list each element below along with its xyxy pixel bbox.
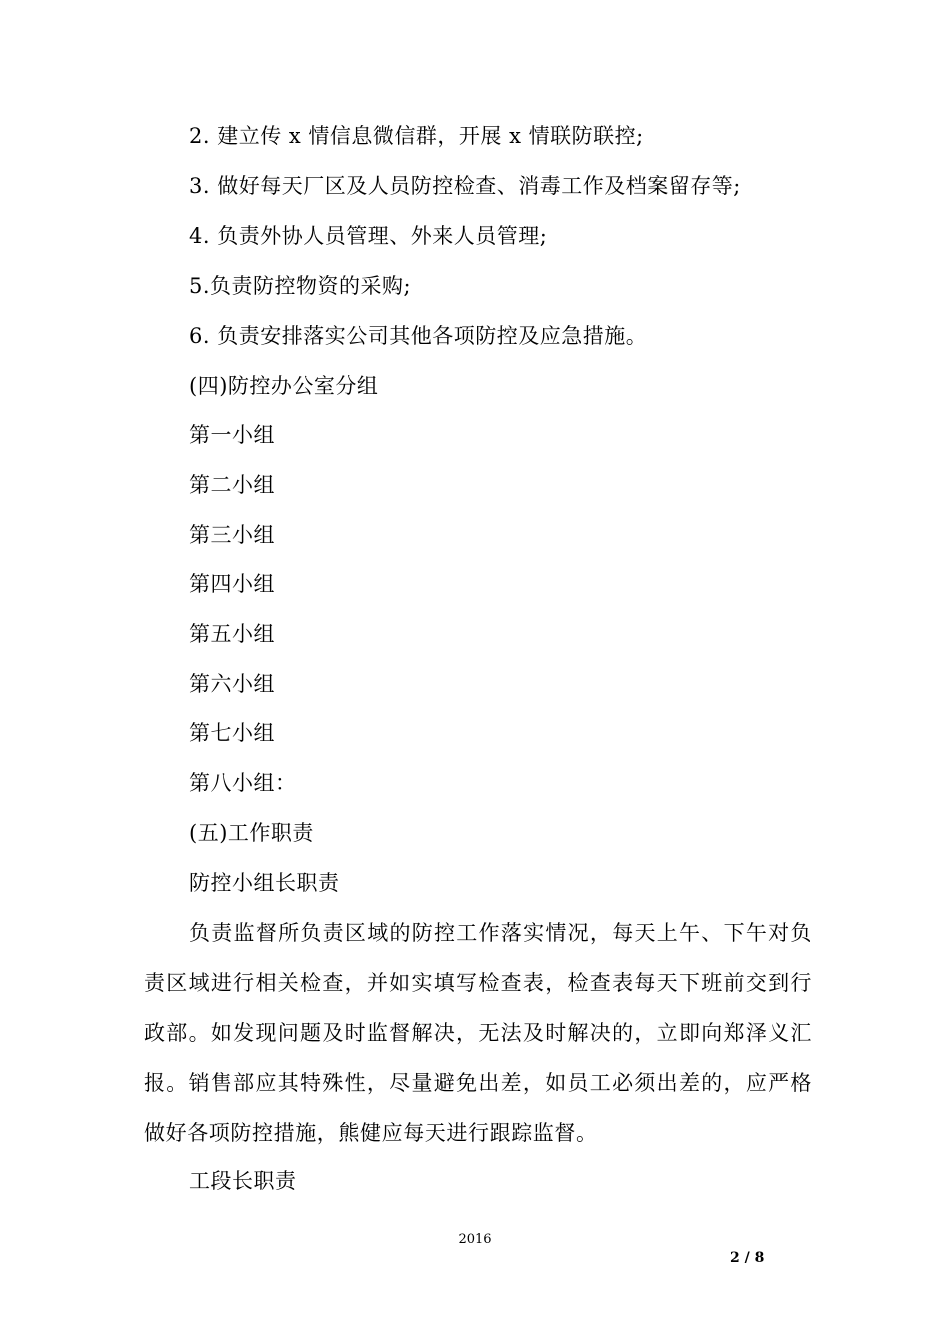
footer-year: 2016 xyxy=(458,1232,492,1247)
group-item-6: 第六小组 xyxy=(189,672,275,696)
list-item-2: 2. 建立传 x 情信息微信群，开展 x 情联防联控; xyxy=(189,124,644,148)
group-item-3: 第三小组 xyxy=(189,523,275,547)
group-item-7: 第七小组 xyxy=(189,721,275,745)
page-number: 2 / 8 xyxy=(730,1250,765,1266)
group-item-1: 第一小组 xyxy=(189,423,275,447)
list-item-6: 6. 负责安排落实公司其他各项防控及应急措施。 xyxy=(189,324,648,348)
group-item-8: 第八小组： xyxy=(189,771,297,795)
list-item-4: 4. 负责外协人员管理、外来人员管理; xyxy=(189,224,548,248)
list-item-3: 3. 做好每天厂区及人员防控检查、消毒工作及档案留存等; xyxy=(189,174,741,198)
section-heading-4: (四)防控办公室分组 xyxy=(189,374,379,398)
group-item-5: 第五小组 xyxy=(189,622,275,646)
group-item-4: 第四小组 xyxy=(189,572,275,596)
section-heading-5: (五)工作职责 xyxy=(189,821,314,845)
group-item-2: 第二小组 xyxy=(189,473,275,497)
duties-paragraph: 负责监督所负责区域的防控工作落实情况，每天上午、下午对负责区域进行相关检查，并如实填写检查表，检查表每天下班前交到行政部。如发现问题及时监督解决，无法及时解决的，立即向郑泽义汇报。销售部应其特殊性，尽量避免出差，如员工必须出差的，应严格做好各项防控措施，熊健应每天进行跟踪监督。 xyxy=(144,921,812,1145)
list-item-5: 5.负责防控物资的采购; xyxy=(189,274,412,298)
subheading-section-leader-duties: 工段长职责 xyxy=(189,1169,297,1193)
subheading-group-leader-duties: 防控小组长职责 xyxy=(189,871,340,895)
